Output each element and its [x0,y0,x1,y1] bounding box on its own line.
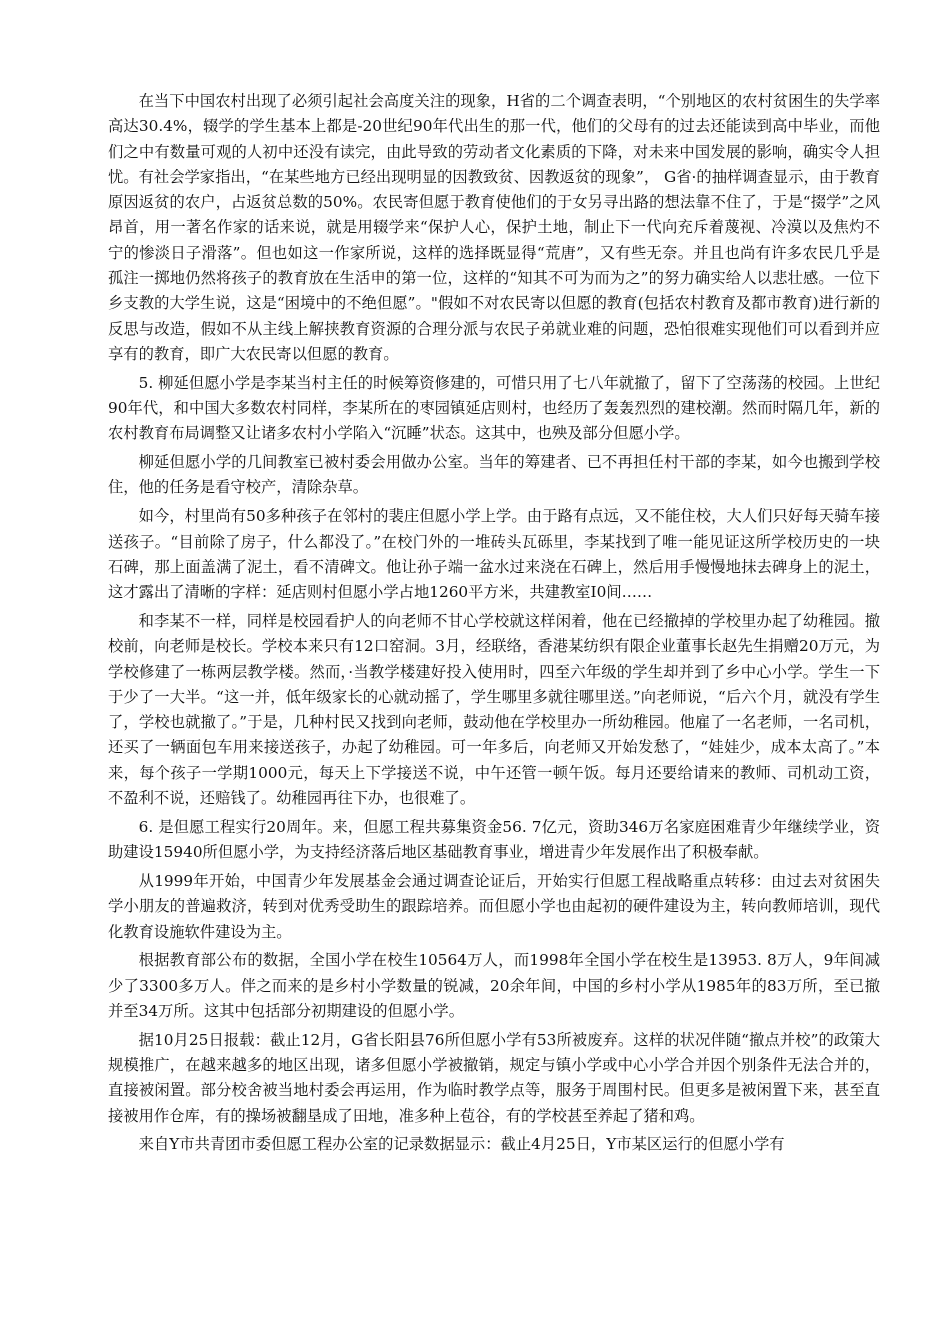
paragraph: 和李某不一样，同样是校园看护人的向老师不甘心学校就这样闲着，他在已经撤掉的学校里办起了幼稚园。撤校前，向老师是校长。学校本来只有12口窑洞。3月，经联络，香港某纺织有限企业董事长赵先生捐赠20万元，为学校修建了一栋两层教学楼。然而，·当教学楼建好投入使用时，四至六年级的学生却并到了乡中心小学。学生一下于少了一大半。“这一并，低年级家长的心就动摇了，学生哪里多就往哪里送。”向老师说，“后六个月，就没有学生了，学校也就撤了。”于是，几种村民又找到向老师，鼓动他在学校里办一所幼稚园。他雇了一名老师，一名司机，还买了一辆面包车用来接送孩子，办起了幼稚园。可一年多后，向老师又开始发愁了，“娃娃少，成本太高了。”本来，每个孩子一学期1000元，每天上下学接送不说，中午还管一顿午饭。每月还要给请来的教师、司机动工资，不盈利不说，还赔钱了。幼稚园再往下办，也很难了。 [108,611,880,808]
paragraph: 来自Y市共青团市委但愿工程办公室的记录数据显示：截止4月25日，Y市某区运行的但愿小学有 [138,1135,785,1154]
document-page [108,89,880,1161]
paragraph: 6. 是但愿工程实行20周年。来，但愿工程共募集资金56. 7亿元，资助346万名家庭困难青少年继续学业，资助建设15940所但愿小学，为支持经济落后地区基础教育事业，增进青少年发展作出了积极奉献。 [108,817,880,862]
paragraph: 如今，村里尚有50多种孩子在邻村的裴庄但愿小学上学。由于路有点远，又不能住校，大人们只好每天骑车接送孩子。“目前除了房子，什么都没了。”在校门外的一堆砖头瓦砾里，李某找到了唯一能见证这所学校历史的一块石碑，那上面盖满了泥土，看不清碑文。他让孙子端一盆水过来浇在石碑上，然后用手慢慢地抹去碑身上的泥土，这才露出了清晰的字样：延店则村但愿小学占地1260平方米，共建教室I0间…… [108,507,880,602]
paragraph: 据10月25日报载：截止12月，G省长阳县76所但愿小学有53所被废弃。这样的状况伴随“撤点并校”的政策大规模推广，在越来越多的地区出现，诸多但愿小学被撤销，规定与镇小学或中心小学合并因个别条件无法合并的，直接被闲置。部分校舍被当地村委会再运用，作为临时教学点等，服务于周围村民。但更多是被闲置下来，甚至直接被用作仓库，有的操场被翻垦成了田地，准多种上苞谷，有的学校甚至养起了猪和鸡。 [108,1030,880,1125]
paragraph: 根据教育部公布的数据，全国小学在校生10564万人，而1998年全国小学在校生是13953. 8万人，9年间减少了3300多万人。伴之而来的是乡村小学数量的锐减，20余年间，中国的乡村小学从1985年的83万所，至已撤并至34万所。这其中包括部分初期建设的但愿小学。 [108,951,880,1020]
paragraph: 柳延但愿小学的几间教室已被村委会用做办公室。当年的筹建者、已不再担任村干部的李某，如今也搬到学校住，他的任务是看守校产，清除杂草。 [108,453,880,497]
paragraph: 在当下中国农村出现了必须引起社会高度关注的现象，H省的二个调查表明，“个别地区的农村贫困生的失学率高达30.4%，辍学的学生基本上都是-20世纪90年代出生的那一代，他们的父母有的过去还能读到高中毕业，而他们之中有数量可观的人初中还没有读完，由此导致的劳动者文化素质的下降，对未来中国发展的影响，确实令人担忧。有社会学家指出，“在某些地方已经出现明显的因教致贫、因教返贫的现象”， G省·的抽样调查显示，由于教育原因返贫的农户，占返贫总数的50%。农民寄但愿于教育使他们的于女另寻出路的想法靠不住了，于是“掇学”之风昂首，用一著名作家的话来说，就是用辍学来“保护人心，保护土地，制止下一代向充斥着蔑视、冷漠以及焦灼不宁的惨淡日子滑落”。但也如这一作家所说，这样的选择既显得“荒唐”，又有些无奈。并且也尚有许多农民几乎是孤注一掷地仍然将孩子的教育放在生活申的第一位，这样的“知其不可为而为之”的努力确实给人以悲壮感。一位下乡支教的大学生说，这是“困境中的不绝但愿”。"假如不对农民寄以但愿的教育(包括农村教育及都市教育)进行新的反思与改造，假如不从主线上解挟教育资源的合理分派与农民子弟就业难的问题，恐怕很难实现他们可以看到并应享有的教育，即广大农民寄以但愿的教育。 [108,92,880,363]
paragraph: 5. 柳延但愿小学是李某当村主任的时候筹资修建的，可惜只用了七八年就撤了，留下了空荡荡的校园。上世纪90年代，和中国大多数农村同样，李某所在的枣园镇延店则村，也经历了轰轰烈烈的建校潮。然而时隔几年，新的农村教育布局调整又让诸多农村小学陷入“沉睡”状态。这其中，也殃及部分但愿小学。 [108,373,880,443]
paragraph: 从1999年开始，中国青少年发展基金会通过调查论证后，开始实行但愿工程战略重点转移：由过去对贫困失学小朋友的普遍救济，转到对优秀受助生的跟踪培养。而但愿小学也由起初的硬件建设为主，转向教师培训，现代化教育设施软件建设为主。 [108,871,880,941]
